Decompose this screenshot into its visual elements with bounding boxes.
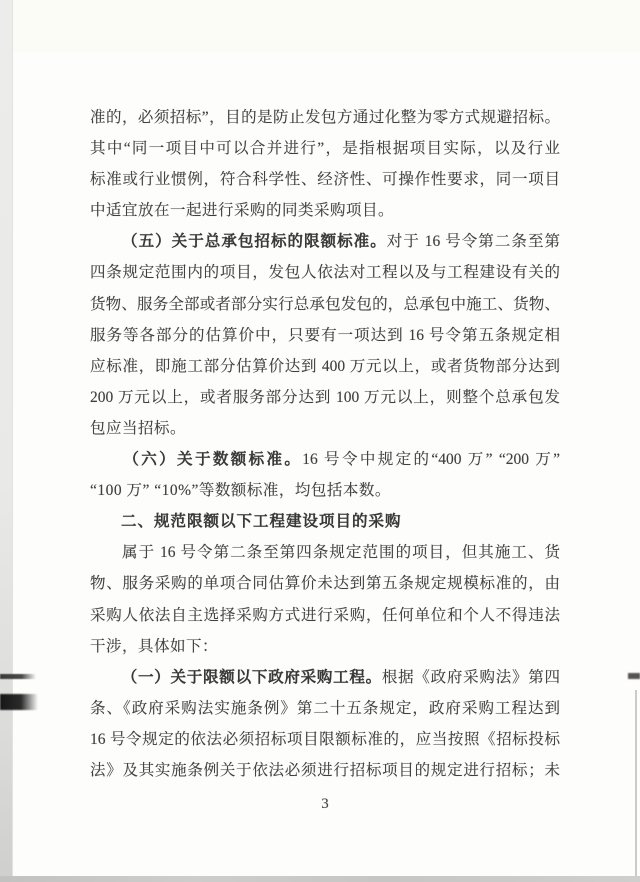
text-segment: 四条规定范围内的项目，发包人依法对工程以及与工程建设有关的	[90, 264, 560, 282]
text-line	[90, 444, 560, 475]
text-line	[90, 475, 560, 506]
text-line	[90, 600, 560, 631]
bold-text-segment: （六）关于数额标准。	[121, 451, 303, 469]
bold-text-segment: （五）关于总承包招标的限额标准。	[121, 233, 387, 251]
text-segment: “100 万” “10%”等数额标准，均包括本数。	[90, 482, 391, 500]
text-segment: 16 号令中规定的“400 万” “200 万”	[302, 451, 560, 469]
text-line	[90, 662, 560, 693]
bold-text-segment: （一）关于限额以下政府采购工程。	[121, 668, 382, 686]
text-segment: 应标准，即施工部分估算价达到 400 万元以上，或者货物部分达到	[90, 357, 560, 375]
text-line	[90, 102, 560, 133]
text-line	[90, 631, 560, 662]
text-line	[90, 133, 560, 164]
text-line	[90, 724, 560, 755]
text-line	[90, 755, 560, 786]
bold-text-segment: 二、规范限额以下工程建设项目的采购	[121, 513, 402, 531]
text-line	[90, 382, 560, 413]
text-segment: 其中“同一项目中可以合并进行”，是指根据项目实际，以及行业	[90, 140, 560, 158]
text-segment: 中适宜放在一起进行采购的同类采购项目。	[90, 202, 395, 220]
scan-edge-bottom-band	[0, 876, 640, 882]
scan-edge-left-strip	[0, 0, 13, 882]
text-segment: 干涉，具体如下：	[90, 637, 219, 655]
text-segment: 包应当招标。	[90, 419, 187, 437]
text-segment: 法》及其实施条例关于依法必须进行招标项目的规定进行招标；未	[90, 761, 560, 779]
text-segment: 物、服务采购的单项合同估算价未达到第五条规定规模标准的，由	[90, 575, 560, 593]
text-segment: 200 万元以上，或者服务部分达到 100 万元以上，则整个总承包发	[90, 388, 560, 406]
text-segment: 服务等各部分的估算价中，只要有一项达到 16 号令第五条规定相	[90, 326, 560, 344]
text-line	[90, 568, 560, 599]
text-line	[90, 164, 560, 195]
text-line	[90, 289, 560, 320]
text-line	[90, 226, 560, 257]
text-segment: 标准或行业惯例，符合科学性、经济性、可操作性要求，同一项目	[90, 171, 560, 189]
text-line	[90, 413, 560, 444]
text-line	[90, 257, 560, 288]
document-text-block	[90, 102, 560, 813]
text-segment: 对于 16 号令第二条至第	[386, 233, 560, 251]
text-segment: 条、《政府采购法实施条例》第二十五条规定，政府采购工程达到	[90, 699, 560, 717]
text-line	[90, 537, 560, 568]
scan-top-tint	[12, 0, 640, 52]
scan-artifact-left-thick	[0, 694, 38, 710]
text-segment: 采购人依法自主选择采购方式进行采购，任何单位和个人不得违法	[90, 606, 560, 624]
text-segment: 属于 16 号令第二条至第四条规定范围的项目，但其施工、货	[121, 544, 560, 562]
text-line	[90, 351, 560, 382]
scan-edge-right-line	[635, 690, 637, 882]
text-segment: 准的，必须招标”，目的是防止发包方通过化整为零方式规避招标。	[90, 109, 560, 126]
text-segment: 16 号令规定的依法必须招标项目限额标准的，应当按照《招标投标	[90, 730, 560, 748]
scan-artifact-left-thin	[0, 674, 36, 679]
text-segment: 根据《政府采购法》第四	[381, 668, 560, 686]
text-line	[90, 320, 560, 351]
section-heading	[90, 506, 560, 537]
text-line	[90, 693, 560, 724]
page-number: 3	[321, 796, 329, 813]
text-segment: 货物、服务全部或者部分实行总承包发包的，总承包中施工、货物、	[90, 295, 560, 313]
scan-artifact-right	[628, 673, 640, 679]
text-line	[90, 195, 560, 226]
